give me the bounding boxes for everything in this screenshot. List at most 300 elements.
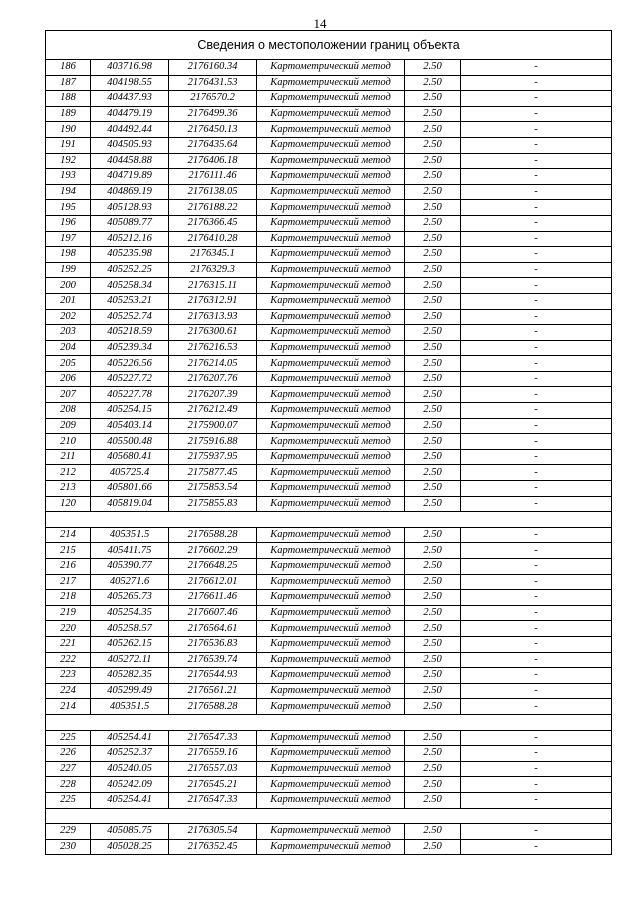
coord-y-cell: 2175937.95	[169, 449, 257, 465]
coord-y-cell: 2176539.74	[169, 652, 257, 668]
accuracy-cell: 2.50	[405, 231, 461, 247]
point-number-cell: 187	[46, 75, 91, 91]
method-cell: Картометрический метод	[257, 496, 405, 512]
coord-y-cell: 2176499.36	[169, 106, 257, 122]
coord-x-cell: 405801.66	[91, 481, 169, 497]
point-number-cell: 191	[46, 137, 91, 153]
point-number-cell: 214	[46, 527, 91, 543]
description-cell: -	[461, 91, 612, 107]
group-separator-cell	[46, 512, 612, 528]
table-row	[46, 465, 612, 481]
method-cell: Картометрический метод	[257, 652, 405, 668]
point-number-cell: 221	[46, 636, 91, 652]
coord-x-cell: 404869.19	[91, 184, 169, 200]
point-number-cell: 217	[46, 574, 91, 590]
description-cell: -	[461, 106, 612, 122]
point-number-cell: 211	[46, 449, 91, 465]
coord-x-cell: 405819.04	[91, 496, 169, 512]
method-cell: Картометрический метод	[257, 247, 405, 263]
point-number-cell: 222	[46, 652, 91, 668]
accuracy-cell: 2.50	[405, 153, 461, 169]
table-row	[46, 824, 612, 840]
point-number-cell: 202	[46, 309, 91, 325]
accuracy-cell: 2.50	[405, 559, 461, 575]
method-cell: Картометрический метод	[257, 559, 405, 575]
point-number-cell: 201	[46, 293, 91, 309]
accuracy-cell: 2.50	[405, 449, 461, 465]
table-row	[46, 590, 612, 606]
method-cell: Картометрический метод	[257, 449, 405, 465]
coord-x-cell: 404198.55	[91, 75, 169, 91]
accuracy-cell: 2.50	[405, 792, 461, 808]
method-cell: Картометрический метод	[257, 293, 405, 309]
coord-x-cell: 405403.14	[91, 418, 169, 434]
coord-x-cell: 405258.34	[91, 278, 169, 294]
coord-y-cell: 2176544.93	[169, 668, 257, 684]
coord-y-cell: 2176305.54	[169, 824, 257, 840]
method-cell: Картометрический метод	[257, 387, 405, 403]
accuracy-cell: 2.50	[405, 91, 461, 107]
table-row	[46, 574, 612, 590]
coord-x-cell: 404437.93	[91, 91, 169, 107]
accuracy-cell: 2.50	[405, 418, 461, 434]
point-number-cell: 209	[46, 418, 91, 434]
table-row	[46, 137, 612, 153]
accuracy-cell: 2.50	[405, 106, 461, 122]
method-cell: Картометрический метод	[257, 403, 405, 419]
coord-x-cell: 405254.41	[91, 792, 169, 808]
point-number-cell: 186	[46, 60, 91, 76]
method-cell: Картометрический метод	[257, 153, 405, 169]
coord-y-cell: 2176611.46	[169, 590, 257, 606]
description-cell: -	[461, 371, 612, 387]
accuracy-cell: 2.50	[405, 605, 461, 621]
table-row	[46, 309, 612, 325]
coord-y-cell: 2176547.33	[169, 792, 257, 808]
point-number-cell: 215	[46, 543, 91, 559]
method-cell: Картометрический метод	[257, 761, 405, 777]
description-cell: -	[461, 449, 612, 465]
coord-y-cell: 2176313.93	[169, 309, 257, 325]
table-row	[46, 184, 612, 200]
coord-x-cell: 405254.35	[91, 605, 169, 621]
accuracy-cell: 2.50	[405, 215, 461, 231]
title-row	[46, 31, 612, 60]
method-cell: Картометрический метод	[257, 699, 405, 715]
table-row	[46, 371, 612, 387]
coord-y-cell: 2176188.22	[169, 200, 257, 216]
description-cell: -	[461, 60, 612, 76]
accuracy-cell: 2.50	[405, 699, 461, 715]
group-separator-row	[46, 714, 612, 730]
point-number-cell: 210	[46, 434, 91, 450]
description-cell: -	[461, 481, 612, 497]
table-row	[46, 839, 612, 855]
page-number: 14	[313, 16, 327, 31]
table-row	[46, 496, 612, 512]
group-separator-cell	[46, 808, 612, 824]
coord-x-cell: 404458.88	[91, 153, 169, 169]
table-row	[46, 543, 612, 559]
description-cell: -	[461, 340, 612, 356]
coord-y-cell: 2176588.28	[169, 527, 257, 543]
coord-y-cell: 2176561.21	[169, 683, 257, 699]
coord-x-cell: 405258.57	[91, 621, 169, 637]
accuracy-cell: 2.50	[405, 75, 461, 91]
coord-y-cell: 2176138.05	[169, 184, 257, 200]
method-cell: Картометрический метод	[257, 730, 405, 746]
point-number-cell: 190	[46, 122, 91, 138]
coord-x-cell: 404492.44	[91, 122, 169, 138]
coord-y-cell: 2175877.45	[169, 465, 257, 481]
description-cell: -	[461, 309, 612, 325]
coord-y-cell: 2176559.16	[169, 746, 257, 762]
accuracy-cell: 2.50	[405, 777, 461, 793]
table-title: Сведения о местоположении границ объекта	[46, 31, 612, 60]
group-separator-row	[46, 808, 612, 824]
point-number-cell: 198	[46, 247, 91, 263]
point-number-cell: 192	[46, 153, 91, 169]
accuracy-cell: 2.50	[405, 309, 461, 325]
description-cell: -	[461, 590, 612, 606]
method-cell: Картометрический метод	[257, 75, 405, 91]
coord-x-cell: 405253.21	[91, 293, 169, 309]
coord-y-cell: 2176406.18	[169, 153, 257, 169]
accuracy-cell: 2.50	[405, 434, 461, 450]
accuracy-cell: 2.50	[405, 465, 461, 481]
method-cell: Картометрический метод	[257, 527, 405, 543]
coord-x-cell: 405252.37	[91, 746, 169, 762]
table-row	[46, 356, 612, 372]
description-cell: -	[461, 683, 612, 699]
accuracy-cell: 2.50	[405, 761, 461, 777]
table-row	[46, 91, 612, 107]
accuracy-cell: 2.50	[405, 169, 461, 185]
table-row	[46, 730, 612, 746]
accuracy-cell: 2.50	[405, 636, 461, 652]
table-row	[46, 605, 612, 621]
accuracy-cell: 2.50	[405, 293, 461, 309]
coord-y-cell: 2176547.33	[169, 730, 257, 746]
table-row	[46, 792, 612, 808]
table-row	[46, 527, 612, 543]
coord-y-cell: 2176607.46	[169, 605, 257, 621]
point-number-cell: 194	[46, 184, 91, 200]
description-cell: -	[461, 746, 612, 762]
method-cell: Картометрический метод	[257, 371, 405, 387]
accuracy-cell: 2.50	[405, 403, 461, 419]
description-cell: -	[461, 668, 612, 684]
table-row	[46, 481, 612, 497]
point-number-cell: 197	[46, 231, 91, 247]
description-cell: -	[461, 278, 612, 294]
coord-y-cell: 2176557.03	[169, 761, 257, 777]
point-number-cell: 193	[46, 169, 91, 185]
method-cell: Картометрический метод	[257, 481, 405, 497]
description-cell: -	[461, 387, 612, 403]
description-cell: -	[461, 403, 612, 419]
coord-y-cell: 2175916.88	[169, 434, 257, 450]
description-cell: -	[461, 839, 612, 855]
table-row	[46, 215, 612, 231]
table-row	[46, 122, 612, 138]
coord-x-cell: 405500.48	[91, 434, 169, 450]
description-cell: -	[461, 574, 612, 590]
point-number-cell: 188	[46, 91, 91, 107]
table-row	[46, 746, 612, 762]
point-number-cell: 205	[46, 356, 91, 372]
description-cell: -	[461, 652, 612, 668]
coord-x-cell: 405351.5	[91, 699, 169, 715]
table-row	[46, 418, 612, 434]
coord-x-cell: 405128.93	[91, 200, 169, 216]
accuracy-cell: 2.50	[405, 200, 461, 216]
accuracy-cell: 2.50	[405, 746, 461, 762]
table-row	[46, 278, 612, 294]
coord-x-cell: 405252.74	[91, 309, 169, 325]
method-cell: Картометрический метод	[257, 746, 405, 762]
table-row	[46, 668, 612, 684]
point-number-cell: 204	[46, 340, 91, 356]
accuracy-cell: 2.50	[405, 340, 461, 356]
method-cell: Картометрический метод	[257, 356, 405, 372]
coord-y-cell: 2176612.01	[169, 574, 257, 590]
accuracy-cell: 2.50	[405, 122, 461, 138]
point-number-cell: 196	[46, 215, 91, 231]
coord-y-cell: 2176312.91	[169, 293, 257, 309]
coord-y-cell: 2176329.3	[169, 262, 257, 278]
accuracy-cell: 2.50	[405, 262, 461, 278]
coord-x-cell: 405218.59	[91, 325, 169, 341]
description-cell: -	[461, 559, 612, 575]
table-row	[46, 153, 612, 169]
description-cell: -	[461, 730, 612, 746]
coord-x-cell: 405680.41	[91, 449, 169, 465]
table-row	[46, 60, 612, 76]
method-cell: Картометрический метод	[257, 574, 405, 590]
point-number-cell: 224	[46, 683, 91, 699]
coord-y-cell: 2176366.45	[169, 215, 257, 231]
method-cell: Картометрический метод	[257, 418, 405, 434]
method-cell: Картометрический метод	[257, 605, 405, 621]
coord-y-cell: 2176214.05	[169, 356, 257, 372]
coord-x-cell: 405262.15	[91, 636, 169, 652]
method-cell: Картометрический метод	[257, 839, 405, 855]
method-cell: Картометрический метод	[257, 231, 405, 247]
description-cell: -	[461, 75, 612, 91]
coord-y-cell: 2176545.21	[169, 777, 257, 793]
method-cell: Картометрический метод	[257, 106, 405, 122]
method-cell: Картометрический метод	[257, 824, 405, 840]
method-cell: Картометрический метод	[257, 668, 405, 684]
coord-y-cell: 2176315.11	[169, 278, 257, 294]
coord-y-cell: 2176564.61	[169, 621, 257, 637]
coord-x-cell: 405089.77	[91, 215, 169, 231]
point-number-cell: 228	[46, 777, 91, 793]
boundary-table	[45, 30, 612, 855]
description-cell: -	[461, 543, 612, 559]
coord-y-cell: 2176111.46	[169, 169, 257, 185]
accuracy-cell: 2.50	[405, 683, 461, 699]
description-cell: -	[461, 777, 612, 793]
table-row	[46, 262, 612, 278]
description-cell: -	[461, 792, 612, 808]
table-row	[46, 247, 612, 263]
method-cell: Картометрический метод	[257, 137, 405, 153]
point-number-cell: 225	[46, 792, 91, 808]
description-cell: -	[461, 247, 612, 263]
coord-y-cell: 2176300.61	[169, 325, 257, 341]
point-number-cell: 213	[46, 481, 91, 497]
description-cell: -	[461, 122, 612, 138]
table-row	[46, 652, 612, 668]
accuracy-cell: 2.50	[405, 496, 461, 512]
description-cell: -	[461, 496, 612, 512]
coord-x-cell: 405299.49	[91, 683, 169, 699]
method-cell: Картометрический метод	[257, 91, 405, 107]
accuracy-cell: 2.50	[405, 247, 461, 263]
description-cell: -	[461, 153, 612, 169]
accuracy-cell: 2.50	[405, 839, 461, 855]
description-cell: -	[461, 231, 612, 247]
coord-y-cell: 2175900.07	[169, 418, 257, 434]
coord-x-cell: 403716.98	[91, 60, 169, 76]
coord-x-cell: 405226.56	[91, 356, 169, 372]
point-number-cell: 223	[46, 668, 91, 684]
coord-x-cell: 405235.98	[91, 247, 169, 263]
coord-y-cell: 2176648.25	[169, 559, 257, 575]
coord-y-cell: 2176570.2	[169, 91, 257, 107]
coord-y-cell: 2176431.53	[169, 75, 257, 91]
table-row	[46, 325, 612, 341]
group-separator-cell	[46, 714, 612, 730]
table-row	[46, 75, 612, 91]
coord-y-cell: 2176207.39	[169, 387, 257, 403]
method-cell: Картометрический метод	[257, 215, 405, 231]
table-row	[46, 387, 612, 403]
table-row	[46, 231, 612, 247]
point-number-cell: 225	[46, 730, 91, 746]
description-cell: -	[461, 699, 612, 715]
table-row	[46, 403, 612, 419]
accuracy-cell: 2.50	[405, 574, 461, 590]
table-row	[46, 761, 612, 777]
description-cell: -	[461, 293, 612, 309]
table-row	[46, 559, 612, 575]
coord-y-cell: 2176536.83	[169, 636, 257, 652]
method-cell: Картометрический метод	[257, 636, 405, 652]
accuracy-cell: 2.50	[405, 325, 461, 341]
accuracy-cell: 2.50	[405, 371, 461, 387]
coord-y-cell: 2175855.83	[169, 496, 257, 512]
point-number-cell: 219	[46, 605, 91, 621]
method-cell: Картометрический метод	[257, 200, 405, 216]
coord-y-cell: 2176450.13	[169, 122, 257, 138]
coord-x-cell: 405252.25	[91, 262, 169, 278]
coord-y-cell: 2176345.1	[169, 247, 257, 263]
method-cell: Картометрический метод	[257, 434, 405, 450]
description-cell: -	[461, 434, 612, 450]
coord-x-cell: 405265.73	[91, 590, 169, 606]
point-number-cell: 206	[46, 371, 91, 387]
description-cell: -	[461, 465, 612, 481]
accuracy-cell: 2.50	[405, 668, 461, 684]
description-cell: -	[461, 761, 612, 777]
point-number-cell: 199	[46, 262, 91, 278]
coord-x-cell: 405212.16	[91, 231, 169, 247]
description-cell: -	[461, 418, 612, 434]
coord-y-cell: 2176352.45	[169, 839, 257, 855]
accuracy-cell: 2.50	[405, 481, 461, 497]
description-cell: -	[461, 527, 612, 543]
method-cell: Картометрический метод	[257, 683, 405, 699]
coord-x-cell: 405028.25	[91, 839, 169, 855]
method-cell: Картометрический метод	[257, 184, 405, 200]
table-row	[46, 106, 612, 122]
point-number-cell: 203	[46, 325, 91, 341]
point-number-cell: 207	[46, 387, 91, 403]
coord-y-cell: 2176212.49	[169, 403, 257, 419]
table-row	[46, 449, 612, 465]
method-cell: Картометрический метод	[257, 169, 405, 185]
coord-y-cell: 2175853.54	[169, 481, 257, 497]
coord-x-cell: 405351.5	[91, 527, 169, 543]
method-cell: Картометрический метод	[257, 262, 405, 278]
point-number-cell: 120	[46, 496, 91, 512]
method-cell: Картометрический метод	[257, 340, 405, 356]
coord-x-cell: 405411.75	[91, 543, 169, 559]
coord-x-cell: 405254.15	[91, 403, 169, 419]
method-cell: Картометрический метод	[257, 122, 405, 138]
accuracy-cell: 2.50	[405, 356, 461, 372]
method-cell: Картометрический метод	[257, 60, 405, 76]
accuracy-cell: 2.50	[405, 60, 461, 76]
point-number-cell: 218	[46, 590, 91, 606]
method-cell: Картометрический метод	[257, 325, 405, 341]
accuracy-cell: 2.50	[405, 590, 461, 606]
method-cell: Картометрический метод	[257, 465, 405, 481]
description-cell: -	[461, 325, 612, 341]
coord-y-cell: 2176588.28	[169, 699, 257, 715]
coord-x-cell: 405254.41	[91, 730, 169, 746]
accuracy-cell: 2.50	[405, 543, 461, 559]
table-row	[46, 683, 612, 699]
coord-x-cell: 405227.72	[91, 371, 169, 387]
description-cell: -	[461, 137, 612, 153]
coord-x-cell: 405725.4	[91, 465, 169, 481]
coord-y-cell: 2176216.53	[169, 340, 257, 356]
coord-x-cell: 405239.34	[91, 340, 169, 356]
group-separator-row	[46, 512, 612, 528]
accuracy-cell: 2.50	[405, 730, 461, 746]
accuracy-cell: 2.50	[405, 824, 461, 840]
coord-x-cell: 405390.77	[91, 559, 169, 575]
description-cell: -	[461, 169, 612, 185]
method-cell: Картометрический метод	[257, 621, 405, 637]
point-number-cell: 189	[46, 106, 91, 122]
coord-y-cell: 2176410.28	[169, 231, 257, 247]
point-number-cell: 226	[46, 746, 91, 762]
point-number-cell: 214	[46, 699, 91, 715]
boundary-table-body	[46, 31, 612, 855]
point-number-cell: 220	[46, 621, 91, 637]
coord-x-cell: 405272.11	[91, 652, 169, 668]
accuracy-cell: 2.50	[405, 527, 461, 543]
accuracy-cell: 2.50	[405, 137, 461, 153]
description-cell: -	[461, 262, 612, 278]
description-cell: -	[461, 636, 612, 652]
coord-x-cell: 405282.35	[91, 668, 169, 684]
